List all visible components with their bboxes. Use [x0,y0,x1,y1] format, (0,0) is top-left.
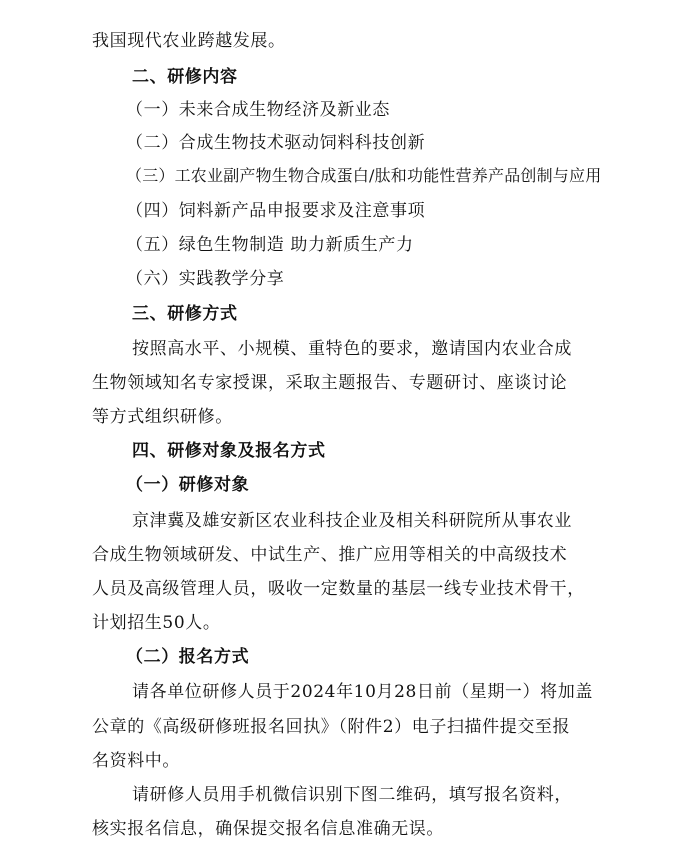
subsection-one-heading: （一）研修对象 [126,475,250,495]
subsection-two-paragraph-one-line-2: 公章的《高级研修班报名回执》（附件2）电子扫描件提交至报 [92,717,571,737]
subsection-one-paragraph-line-3: 人员及高级管理人员，吸收一定数量的基层一线专业技术骨干， [92,579,585,599]
section-three-heading: 三、研修方式 [132,304,238,324]
content-item-4: （四）饲料新产品申报要求及注意事项 [126,201,426,221]
content-item-2: （二）合成生物技术驱动饲料科技创新 [126,133,426,153]
section-two-heading: 二、研修内容 [132,67,238,87]
subsection-two-paragraph-two-line-1: 请研修人员用手机微信识别下图二维码，填写报名资料， [132,785,572,805]
section-three-paragraph-line-2: 生物领域知名专家授课，采取主题报告、专题研讨、座谈讨论 [92,373,568,393]
section-three-paragraph-line-3: 等方式组织研修。 [92,407,233,427]
content-item-3: （三）工农业副产物生物合成蛋白/肽和功能性营养产品创制与应用 [126,166,602,185]
section-four-heading: 四、研修对象及报名方式 [132,441,326,461]
section-three-paragraph-line-1: 按照高水平、小规模、重特色的要求，邀请国内农业合成 [132,339,572,359]
subsection-two-heading: （二）报名方式 [126,647,250,667]
content-item-1: （一）未来合成生物经济及新业态 [126,100,390,120]
subsection-two-paragraph-one-line-1: 请各单位研修人员于2024年10月28日前（星期一）将加盖 [132,682,593,702]
content-item-5: （五）绿色生物制造 助力新质生产力 [126,235,414,255]
subsection-two-paragraph-two-line-2: 核实报名信息，确保提交报名信息准确无误。 [92,819,444,839]
subsection-one-paragraph-line-2: 合成生物领域研发、中试生产、推广应用等相关的中高级技术 [92,545,568,565]
subsection-one-paragraph-line-1: 京津冀及雄安新区农业科技企业及相关科研院所从事农业 [132,511,572,531]
subsection-one-paragraph-line-4: 计划招生50人。 [92,613,221,633]
intro-tail-line: 我国现代农业跨越发展。 [92,31,286,51]
subsection-two-paragraph-one-line-3: 名资料中。 [92,751,180,771]
content-item-6: （六）实践教学分享 [126,269,285,289]
